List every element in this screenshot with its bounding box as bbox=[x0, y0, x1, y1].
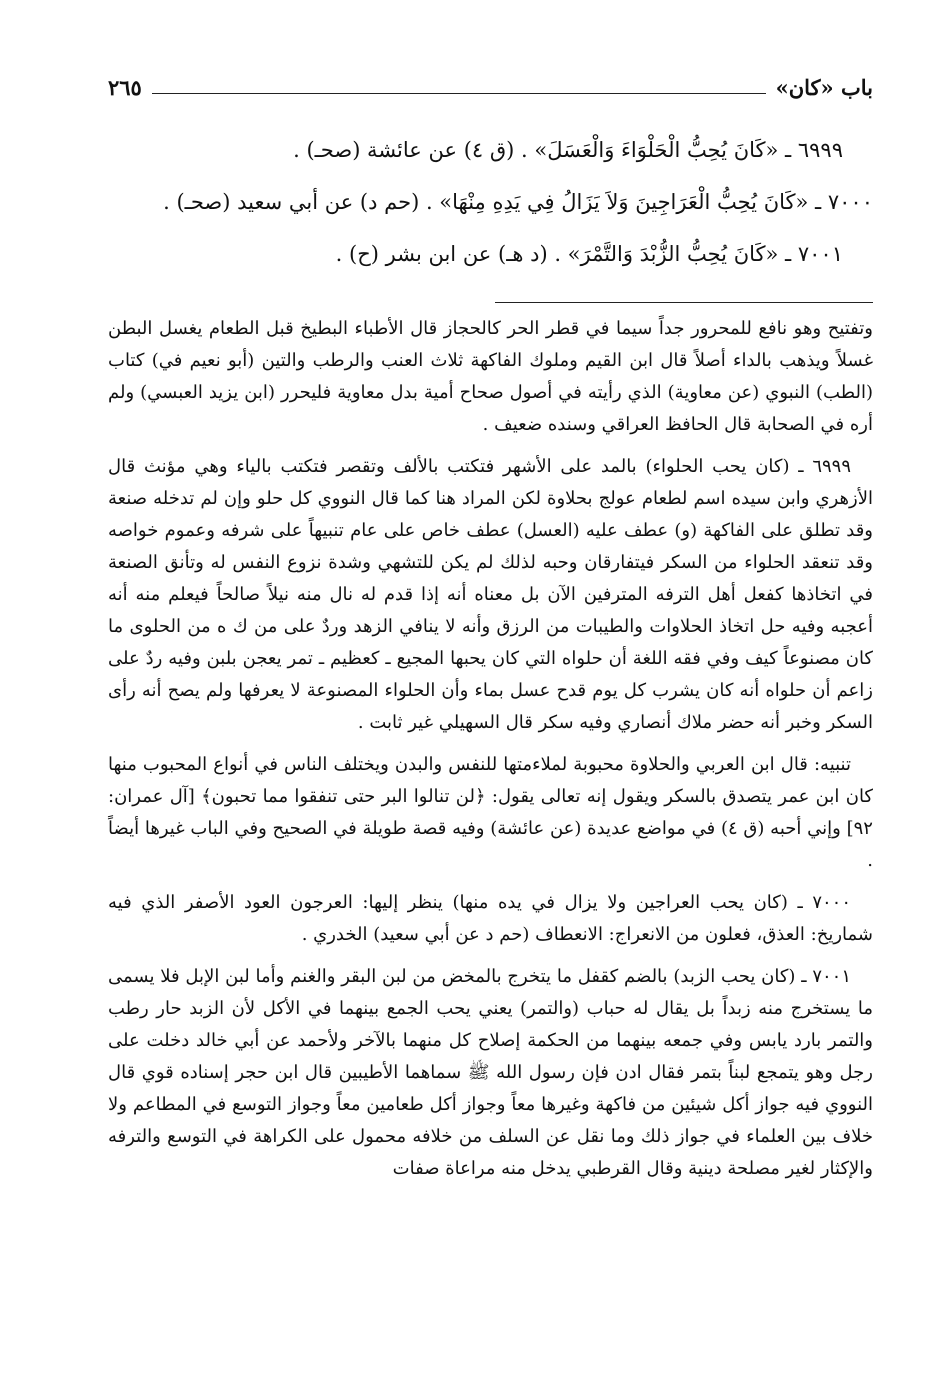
hadith-6999: ٦٩٩٩ ـ «كَانَ يُحِبُّ الْحَلْوَاءَ وَالْعَسَلَ» . (ق ٤) عن عائشة (صحـ) . bbox=[293, 138, 843, 162]
hadith-list bbox=[108, 124, 873, 280]
footnote-divider bbox=[495, 302, 873, 303]
header-rule bbox=[152, 93, 766, 94]
hadith-7000: ٧٠٠٠ ـ «كَانَ يُحِبُّ الْعَرَاجِينَ وَلاَ يَزَالُ فِي يَدِهِ مِنْهَا» . (حم د) عن أبي سعيد (صحـ) . bbox=[163, 190, 873, 214]
book-page bbox=[108, 70, 873, 1351]
page-header bbox=[108, 70, 873, 104]
hadith-7001: ٧٠٠١ ـ «كَانَ يُحِبُّ الزُّبْدَ وَالتَّمْرَ» . (د هـ) عن ابن بشر (ح) . bbox=[335, 242, 843, 266]
commentary-paragraph: وتفتيح وهو نافع للمحرور جداً سيما في قطر الحر كالحجاز قال الأطباء البطيخ قبل الطعام يغسل البطن غسلاً ويذهب بالداء أصلاً قال ابن القيم وملوك الفاكهة ثلاث العنب والرطب والتين (أبو نعيم في) كتاب (الطب) النبوي (عن معاوية) الذي رأيته في أصول صحاح أمية بدل معاوية فليحرر (ابن يزيد العبسي) ولم أره في الصحابة قال الحافظ العراقي وسنده ضعيف . bbox=[108, 318, 873, 435]
page-number: ٢٦٥ bbox=[108, 74, 142, 100]
commentary-paragraph: ٧٠٠٠ ـ (كان يحب العراجين ولا يزال في يده منها) ينظر إليها: العرجون العود الأصفر الذي فيه شماريخ: العذق، فعلون من الانعراج: الانعطاف (حم د عن أبي سعيد) الخدري . bbox=[108, 892, 873, 945]
commentary-paragraph: ٦٩٩٩ ـ (كان يحب الحلواء) بالمد على الأشهر فتكتب بالألف وتقصر فتكتب بالياء وهي مؤنث قال الأزهري وابن سيده اسم لطعام عولج بحلاوة لكن المراد هنا كما قال النووي كل حلو وإن لم تدخله صنعة وقد تطلق على الفاكهة (و) عطف عليه (العسل) عطف خاص على عام تنبيهاً على شرفه وعموم خواصه وقد تنعقد الحلواء من السكر فيتفارقان وحبه لذلك لم يكن للتشهي وشدة نزوع النفس له وتأنق الصنعة في اتخاذها كفعل أهل الترفه المترفين الآن بل معناه أنه إذا قدم له نال منه نيلاً صالحاً فيعلم منه أنه أعجبه وفيه حل اتخاذ الحلاوات والطيبات من الرزق وأنه لا ينافي الزهد وردٌ على من ك ه من الحلوى ما كان مصنوعاً كيف وفي فقه اللغة أن حلواه التي كان يحبها المجيع ـ كعظيم ـ تمر يعجن بلبن وفيه ردٌ على زاعم أن حلواه أنه كان يشرب كل يوم قدح عسل بماء وأن الحلواء المصنوعة لا يعرفها ولم يصح أنه رأى السكر وخبر أنه حضر ملاك أنصاري وفيه سكر قال السهيلي غير ثابت . bbox=[108, 456, 873, 733]
commentary bbox=[108, 313, 873, 1185]
commentary-paragraph: تنبيه: قال ابن العربي والحلاوة محبوبة لملاءمتها للنفس والبدن ويختلف الناس في أنواع المحبوب منها كان ابن عمر يتصدق بالسكر ويقول إنه تعالى يقول: ﴿لن تنالوا البر حتى تنفقوا مما تحبون﴾ [آل عمران: ٩٢] وإني أحبه (ق ٤) في مواضع عديدة (عن عائشة) وفيه قصة طويلة في الصحيح وفي الباب غيرها أيضاً . bbox=[108, 754, 873, 871]
commentary-paragraph: ٧٠٠١ ـ (كان يحب الزبد) بالضم كقفل ما يتخرج بالمخض من لبن البقر والغنم وأما لبن الإبل فلا يسمى ما يستخرج منه زبداً بل يقال له حباب (والتمر) يعني يحب الجمع بينهما في الأكل لأن الزبد حار رطب والتمر بارد يابس وفي جمعه بينهما من الحكمة إصلاح كل منهما بالآخر ولأحمد عن أبي خالد دخلت على رجل وهو يتمجع لبناً بتمر فقال ادن فإن رسول الله ﷺ سماهما الأطيبين قال ابن حجر إسناده قوي قال النووي فيه جواز أكل شيئين من فاكهة وغيرها معاً وجواز أكل طعامين معاً وجواز التوسع في المطاعم ولا خلاف بين العلماء في جواز ذلك وما نقل عن السلف من خلافه محمول على الكراهة في التوسع والترفه والإكثار لغير مصلحة دينية وقال القرطبي يدخل منه مراعاة صفات bbox=[108, 966, 873, 1179]
chapter-title: باب «كان» bbox=[775, 74, 873, 100]
